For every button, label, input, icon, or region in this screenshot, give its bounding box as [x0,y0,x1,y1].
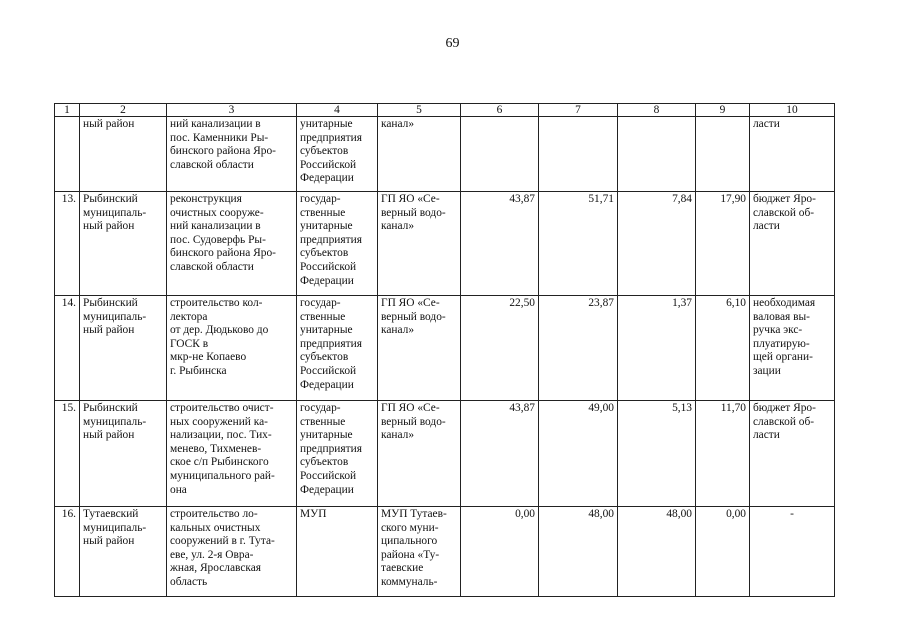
object-cell: ний канализации в пос. Каменники Ры- бинского района Яро- славской области [167,117,297,192]
value-cell-8: 7,84 [618,192,696,296]
operator-cell: ГП ЯО «Се- верный водо- канал» [378,401,461,507]
row-number [55,117,80,192]
district-cell: Рыбинский муниципаль- ный район [80,401,167,507]
owner-cell: государ- ственные унитарные предприятия субъектов Российской Федерации [297,296,378,401]
header-cell: 3 [167,104,297,117]
object-cell: строительство очист- ных сооружений ка- нализации, пос. Тих- менево, Тихменев- ское с/п Рыбинского муниципального рай- она [167,401,297,507]
value-cell-7: 48,00 [539,507,618,597]
value-cell-9: 17,90 [696,192,750,296]
value-cell-6: 0,00 [461,507,539,597]
funding-source-cell: необходимая валовая вы- ручка экс- плуатирую- щей органи- зации [750,296,835,401]
owner-cell: государ- ственные унитарные предприятия субъектов Российской Федерации [297,192,378,296]
value-cell-6: 43,87 [461,401,539,507]
operator-cell: ГП ЯО «Се- верный водо- канал» [378,296,461,401]
object-cell: строительство ло- кальных очистных сооружений в г. Тута- еве, ул. 2-я Овра- жная, Ярославская область [167,507,297,597]
table-row [55,192,835,296]
operator-cell: канал» [378,117,461,192]
value-cell-7: 49,00 [539,401,618,507]
header-cell: 1 [55,104,80,117]
row-number: 13. [55,192,80,296]
row-number: 15. [55,401,80,507]
value-cell-7: 23,87 [539,296,618,401]
header-cell: 7 [539,104,618,117]
operator-cell: МУП Тутаев- ского муни- ципального района «Ту- таевские коммуналь- [378,507,461,597]
value-cell-8: 5,13 [618,401,696,507]
funding-source-cell: бюджет Яро- славской об- ласти [750,401,835,507]
value-cell-9 [696,117,750,192]
object-cell: реконструкция очистных сооруже- ний канализации в пос. Судоверфь Ры- бинского района Яро- славской области [167,192,297,296]
row-number: 14. [55,296,80,401]
owner-cell: государ- ственные унитарные предприятия субъектов Российской Федерации [297,401,378,507]
funding-source-cell: ласти [750,117,835,192]
district-cell: Тутаевский муниципаль- ный район [80,507,167,597]
district-cell: Рыбинский муниципаль- ный район [80,296,167,401]
header-cell: 5 [378,104,461,117]
funding-source-cell: - [750,507,835,597]
header-cell: 10 [750,104,835,117]
header-cell: 9 [696,104,750,117]
table-row [55,401,835,507]
value-cell-8: 1,37 [618,296,696,401]
owner-cell: МУП [297,507,378,597]
district-cell: ный район [80,117,167,192]
header-row [55,104,835,117]
header-cell: 4 [297,104,378,117]
value-cell-6: 22,50 [461,296,539,401]
table-row [55,507,835,597]
header-cell: 6 [461,104,539,117]
table-row [55,117,835,192]
row-number: 16. [55,507,80,597]
operator-cell: ГП ЯО «Се- верный водо- канал» [378,192,461,296]
page-number: 69 [445,36,460,51]
value-cell-6 [461,117,539,192]
object-cell: строительство кол- лектора от дер. Дюдьково до ГОСК в мкр-не Копаево г. Рыбинска [167,296,297,401]
value-cell-9: 0,00 [696,507,750,597]
district-cell: Рыбинский муниципаль- ный район [80,192,167,296]
owner-cell: унитарные предприятия субъектов Российской Федерации [297,117,378,192]
value-cell-6: 43,87 [461,192,539,296]
value-cell-9: 11,70 [696,401,750,507]
value-cell-8 [618,117,696,192]
header-cell: 2 [80,104,167,117]
data-table [54,103,835,597]
value-cell-7 [539,117,618,192]
funding-source-cell: бюджет Яро- славской об- ласти [750,192,835,296]
value-cell-8: 48,00 [618,507,696,597]
table-row [55,296,835,401]
header-cell: 8 [618,104,696,117]
value-cell-7: 51,71 [539,192,618,296]
value-cell-9: 6,10 [696,296,750,401]
